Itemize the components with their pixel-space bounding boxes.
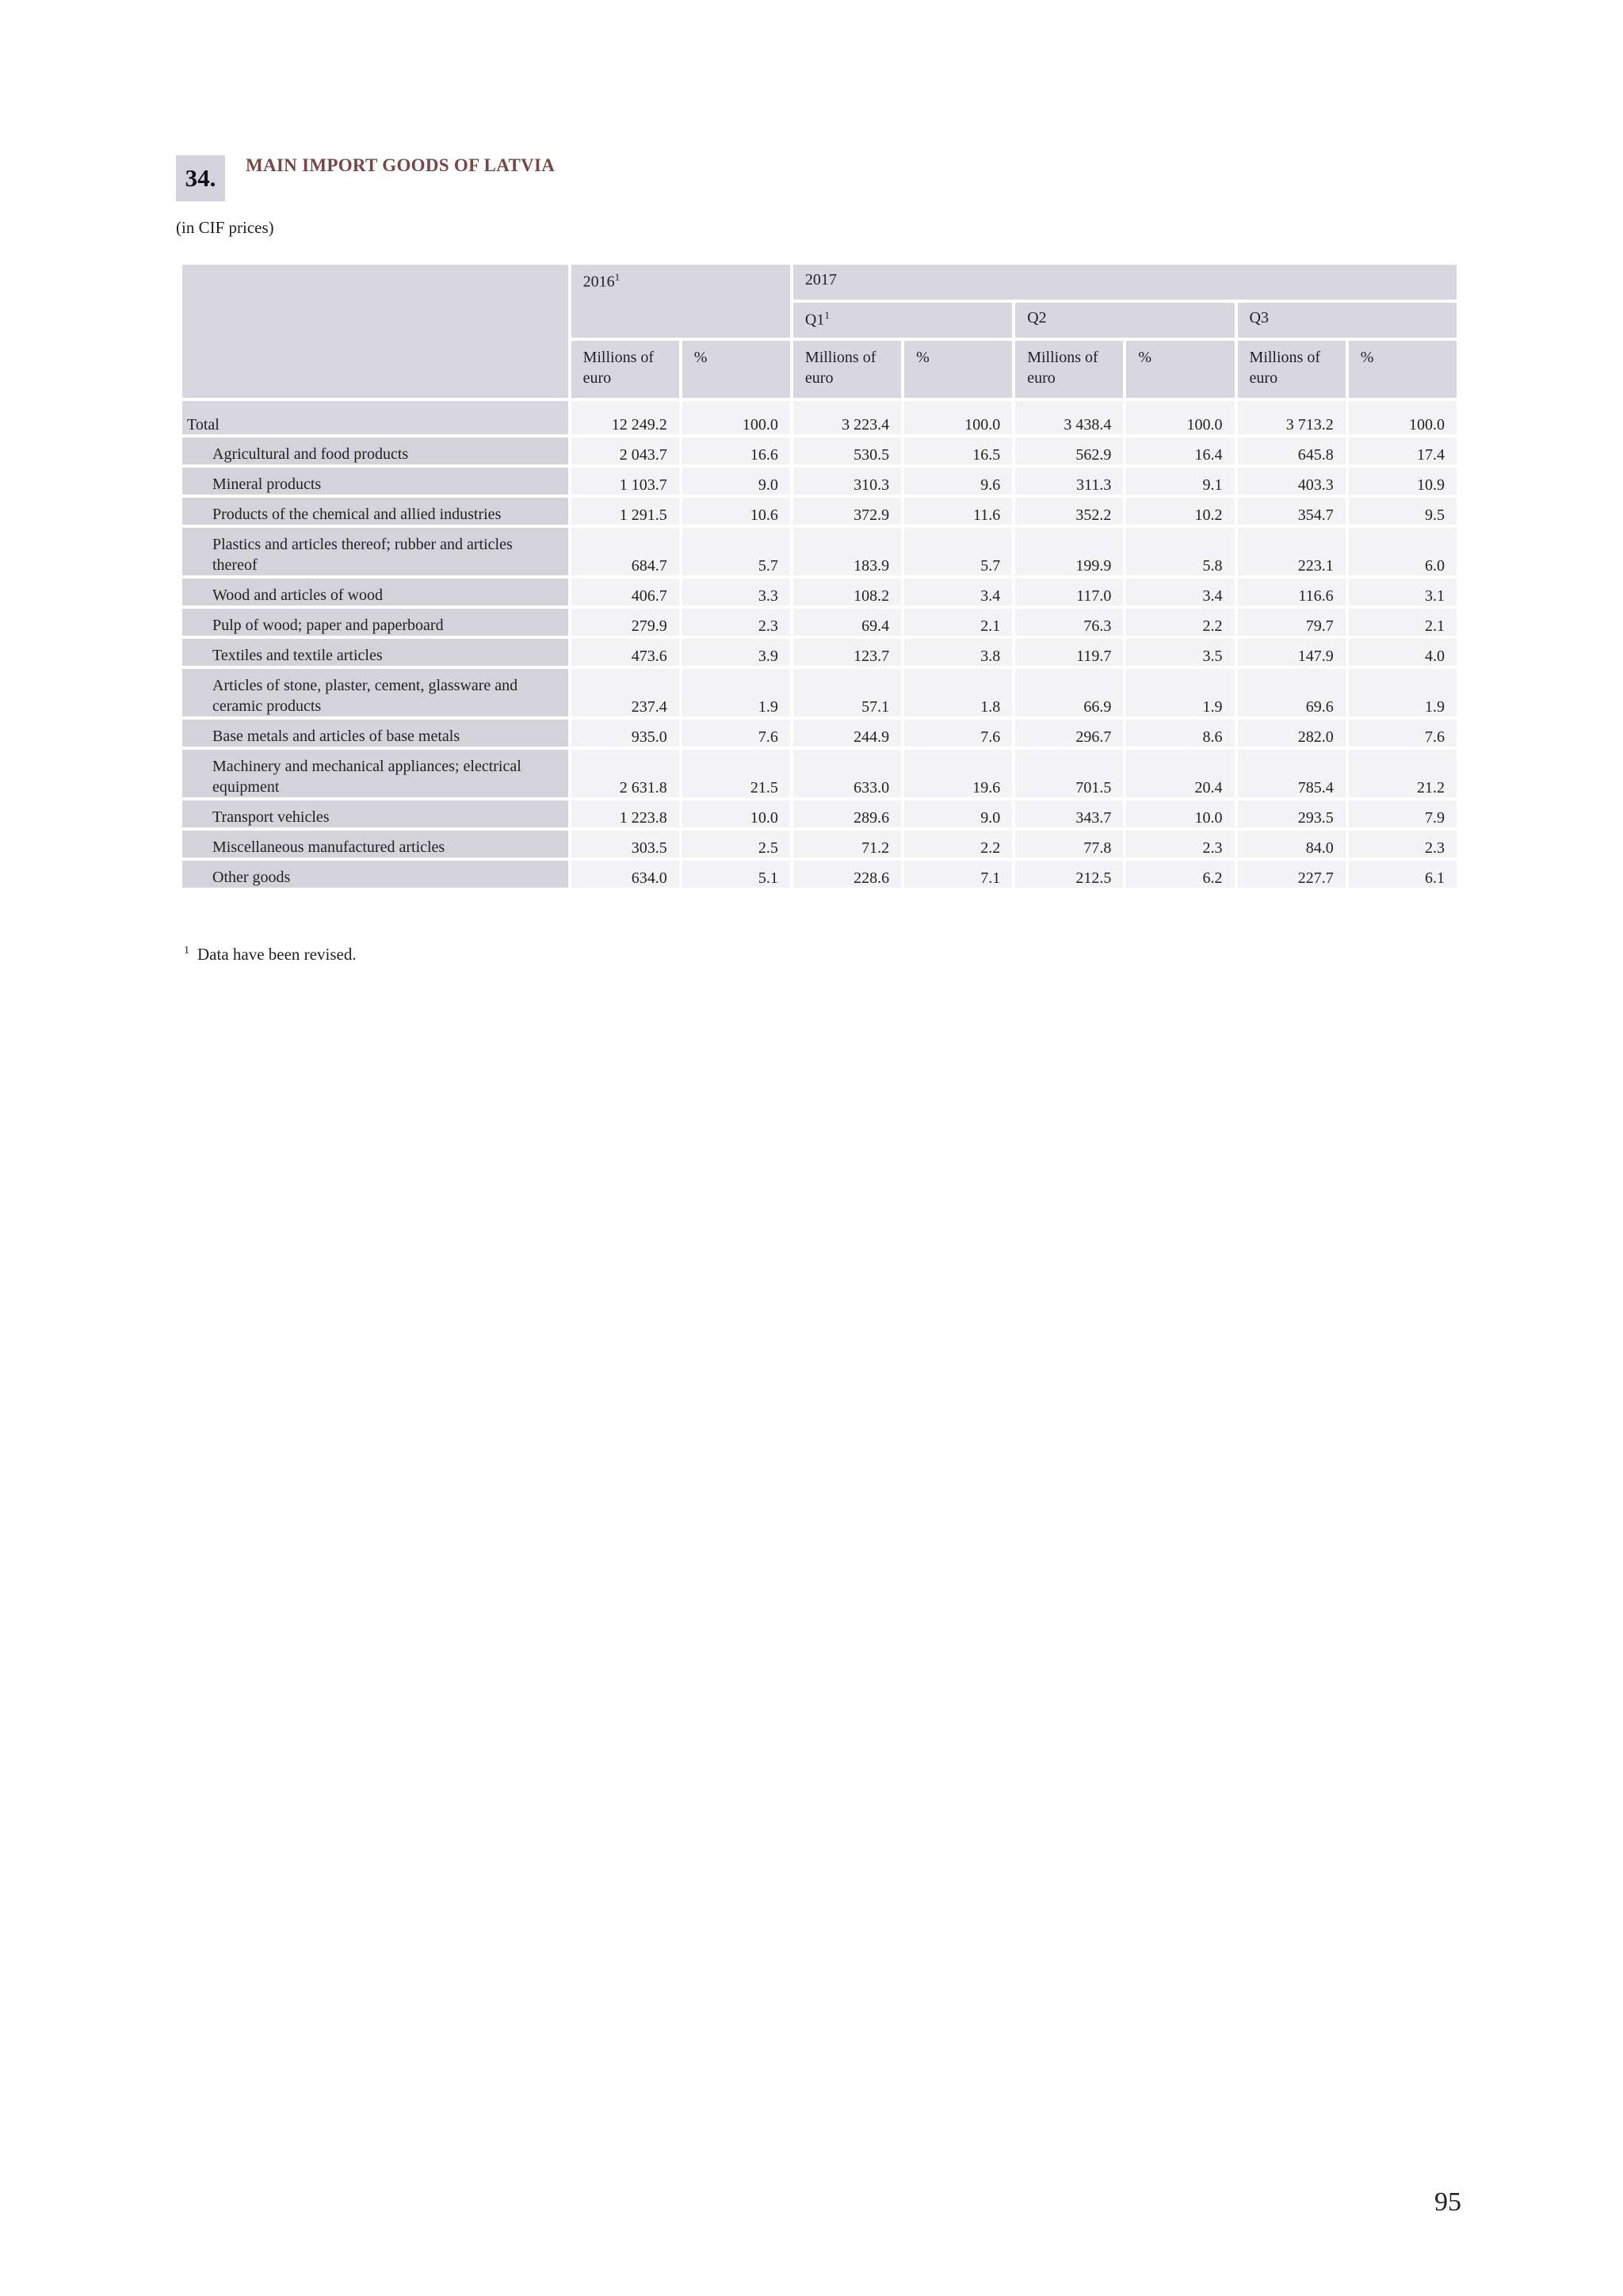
cell-value: 21.5 <box>682 750 790 797</box>
cell-value: 1.9 <box>682 669 790 716</box>
cell-value: 406.7 <box>571 579 679 606</box>
cell-value: 71.2 <box>793 831 901 858</box>
cell-value: 100.0 <box>1126 401 1234 434</box>
cell-value: 701.5 <box>1015 750 1123 797</box>
cell-value: 10.0 <box>1126 800 1234 827</box>
header-q1: $Q1^1$ <box>793 303 1012 338</box>
cell-value: 562.9 <box>1015 437 1123 464</box>
cell-value: 100.0 <box>682 401 790 434</box>
row-label: Total <box>182 401 568 434</box>
table-row <box>182 831 1457 858</box>
cell-value: 11.6 <box>904 498 1012 525</box>
cell-value: 199.9 <box>1015 528 1123 575</box>
cell-value: 289.6 <box>793 800 901 827</box>
cell-value: 17.4 <box>1349 437 1457 464</box>
cell-value: 2.2 <box>904 831 1012 858</box>
cell-value: 785.4 <box>1238 750 1346 797</box>
cell-value: 6.1 <box>1349 861 1457 888</box>
cell-value: 2 043.7 <box>571 437 679 464</box>
cell-value: 123.7 <box>793 639 901 666</box>
unit-percent: % <box>1349 341 1457 398</box>
total-row <box>182 401 1457 434</box>
row-label: Other goods <box>182 861 568 888</box>
cell-value: 2.3 <box>1349 831 1457 858</box>
cell-value: 79.7 <box>1238 609 1346 636</box>
cell-value: 6.2 <box>1126 861 1234 888</box>
cell-value: 7.6 <box>682 720 790 747</box>
cell-value: 473.6 <box>571 639 679 666</box>
row-label: Articles of stone, plaster, cement, glassware and ceramic products <box>182 669 568 716</box>
row-label: Machinery and mechanical appliances; electrical equipment <box>182 750 568 797</box>
cell-value: 3.3 <box>682 579 790 606</box>
cell-value: 2.2 <box>1126 609 1234 636</box>
cell-value: 16.6 <box>682 437 790 464</box>
cell-value: 5.7 <box>682 528 790 575</box>
cell-value: 530.5 <box>793 437 901 464</box>
row-label: Transport vehicles <box>182 800 568 827</box>
cell-value: 84.0 <box>1238 831 1346 858</box>
unit-millions: Millions of euro <box>1015 341 1123 398</box>
row-label: Mineral products <box>182 468 568 495</box>
table-row <box>182 800 1457 827</box>
cell-value: 10.0 <box>682 800 790 827</box>
cell-value: 21.2 <box>1349 750 1457 797</box>
cell-value: 1.9 <box>1349 669 1457 716</box>
cell-value: 108.2 <box>793 579 901 606</box>
footnote-mark: 1 <box>184 945 189 957</box>
cell-value: 223.1 <box>1238 528 1346 575</box>
cell-value: 645.8 <box>1238 437 1346 464</box>
cell-value: 227.7 <box>1238 861 1346 888</box>
cell-value: 1 103.7 <box>571 468 679 495</box>
cell-value: 117.0 <box>1015 579 1123 606</box>
table-row <box>182 669 1457 716</box>
cell-value: 7.9 <box>1349 800 1457 827</box>
cell-value: 352.2 <box>1015 498 1123 525</box>
cell-value: 147.9 <box>1238 639 1346 666</box>
cell-value: 1.9 <box>1126 669 1234 716</box>
cell-value: 3.9 <box>682 639 790 666</box>
cell-value: 10.9 <box>1349 468 1457 495</box>
cell-value: 1 291.5 <box>571 498 679 525</box>
row-label: Pulp of wood; paper and paperboard <box>182 609 568 636</box>
cell-value: 3.8 <box>904 639 1012 666</box>
cell-value: 76.3 <box>1015 609 1123 636</box>
cell-value: 100.0 <box>1349 401 1457 434</box>
cell-value: 19.6 <box>904 750 1012 797</box>
cell-value: 2 631.8 <box>571 750 679 797</box>
cell-value: 2.3 <box>1126 831 1234 858</box>
row-label: Textiles and textile articles <box>182 639 568 666</box>
cell-value: 116.6 <box>1238 579 1346 606</box>
cell-value: 296.7 <box>1015 720 1123 747</box>
footnote-text: Data have been revised. <box>197 945 357 964</box>
cell-value: 183.9 <box>793 528 901 575</box>
cell-value: 343.7 <box>1015 800 1123 827</box>
cell-value: 9.1 <box>1126 468 1234 495</box>
row-label: Base metals and articles of base metals <box>182 720 568 747</box>
cell-value: 7.6 <box>1349 720 1457 747</box>
cell-value: 634.0 <box>571 861 679 888</box>
cell-value: 303.5 <box>571 831 679 858</box>
header-q3: Q3 <box>1238 303 1457 338</box>
cell-value: 119.7 <box>1015 639 1123 666</box>
cell-value: 684.7 <box>571 528 679 575</box>
cell-value: 279.9 <box>571 609 679 636</box>
cell-value: 293.5 <box>1238 800 1346 827</box>
cell-value: 2.3 <box>682 609 790 636</box>
table-row <box>182 720 1457 747</box>
cell-value: 69.4 <box>793 609 901 636</box>
table-row <box>182 528 1457 575</box>
cell-value: 372.9 <box>793 498 901 525</box>
table-number: 34. <box>176 155 225 201</box>
header-stub <box>182 265 568 398</box>
cell-value: 3 713.2 <box>1238 401 1346 434</box>
cell-value: 3 223.4 <box>793 401 901 434</box>
cell-value: 3.4 <box>904 579 1012 606</box>
header-year-2017: 2017 <box>793 265 1457 300</box>
cell-value: 69.6 <box>1238 669 1346 716</box>
footnote <box>184 945 357 965</box>
row-label: Plastics and articles thereof; rubber and articles thereof <box>182 528 568 575</box>
header-q2: Q2 <box>1015 303 1234 338</box>
cell-value: 5.7 <box>904 528 1012 575</box>
cell-value: 2.1 <box>1349 609 1457 636</box>
cell-value: 1 223.8 <box>571 800 679 827</box>
cell-value: 244.9 <box>793 720 901 747</box>
cell-value: 9.6 <box>904 468 1012 495</box>
cell-value: 10.2 <box>1126 498 1234 525</box>
cell-value: 9.0 <box>904 800 1012 827</box>
cell-value: 403.3 <box>1238 468 1346 495</box>
cell-value: 311.3 <box>1015 468 1123 495</box>
cell-value: 9.0 <box>682 468 790 495</box>
cell-value: 66.9 <box>1015 669 1123 716</box>
cell-value: 16.5 <box>904 437 1012 464</box>
table-row <box>182 498 1457 525</box>
price-note: (in CIF prices) <box>176 218 274 237</box>
cell-value: 8.6 <box>1126 720 1234 747</box>
cell-value: 1.8 <box>904 669 1012 716</box>
cell-value: 6.0 <box>1349 528 1457 575</box>
table-row <box>182 609 1457 636</box>
unit-percent: % <box>904 341 1012 398</box>
unit-millions: Millions of euro <box>571 341 679 398</box>
unit-millions: Millions of euro <box>793 341 901 398</box>
cell-value: 7.1 <box>904 861 1012 888</box>
page-number: 95 <box>1434 2187 1461 2217</box>
cell-value: 9.5 <box>1349 498 1457 525</box>
table-row <box>182 750 1457 797</box>
cell-value: 212.5 <box>1015 861 1123 888</box>
cell-value: 16.4 <box>1126 437 1234 464</box>
cell-value: 7.6 <box>904 720 1012 747</box>
table-row <box>182 639 1457 666</box>
cell-value: 2.5 <box>682 831 790 858</box>
cell-value: 3 438.4 <box>1015 401 1123 434</box>
row-label: Miscellaneous manufactured articles <box>182 831 568 858</box>
cell-value: 935.0 <box>571 720 679 747</box>
cell-value: 3.5 <box>1126 639 1234 666</box>
cell-value: 77.8 <box>1015 831 1123 858</box>
header-row-years <box>182 265 1457 300</box>
cell-value: 310.3 <box>793 468 901 495</box>
cell-value: 5.1 <box>682 861 790 888</box>
table-row <box>182 468 1457 495</box>
cell-value: 3.4 <box>1126 579 1234 606</box>
import-goods-table <box>179 262 1460 891</box>
cell-value: 3.1 <box>1349 579 1457 606</box>
row-label: Agricultural and food products <box>182 437 568 464</box>
row-label: Products of the chemical and allied industries <box>182 498 568 525</box>
cell-value: 237.4 <box>571 669 679 716</box>
cell-value: 10.6 <box>682 498 790 525</box>
cell-value: 4.0 <box>1349 639 1457 666</box>
cell-value: 57.1 <box>793 669 901 716</box>
header-year-2016: 2016$^1$ <box>571 265 790 338</box>
table-title: MAIN IMPORT GOODS OF LATVIA <box>246 155 556 175</box>
cell-value: 100.0 <box>904 401 1012 434</box>
row-label: Wood and articles of wood <box>182 579 568 606</box>
cell-value: 20.4 <box>1126 750 1234 797</box>
table-row <box>182 437 1457 464</box>
table-row <box>182 579 1457 606</box>
cell-value: 282.0 <box>1238 720 1346 747</box>
cell-value: 228.6 <box>793 861 901 888</box>
unit-millions: Millions of euro <box>1238 341 1346 398</box>
unit-percent: % <box>1126 341 1234 398</box>
cell-value: 12 249.2 <box>571 401 679 434</box>
unit-percent: % <box>682 341 790 398</box>
cell-value: 354.7 <box>1238 498 1346 525</box>
cell-value: 633.0 <box>793 750 901 797</box>
table-row <box>182 861 1457 888</box>
cell-value: 2.1 <box>904 609 1012 636</box>
cell-value: 5.8 <box>1126 528 1234 575</box>
